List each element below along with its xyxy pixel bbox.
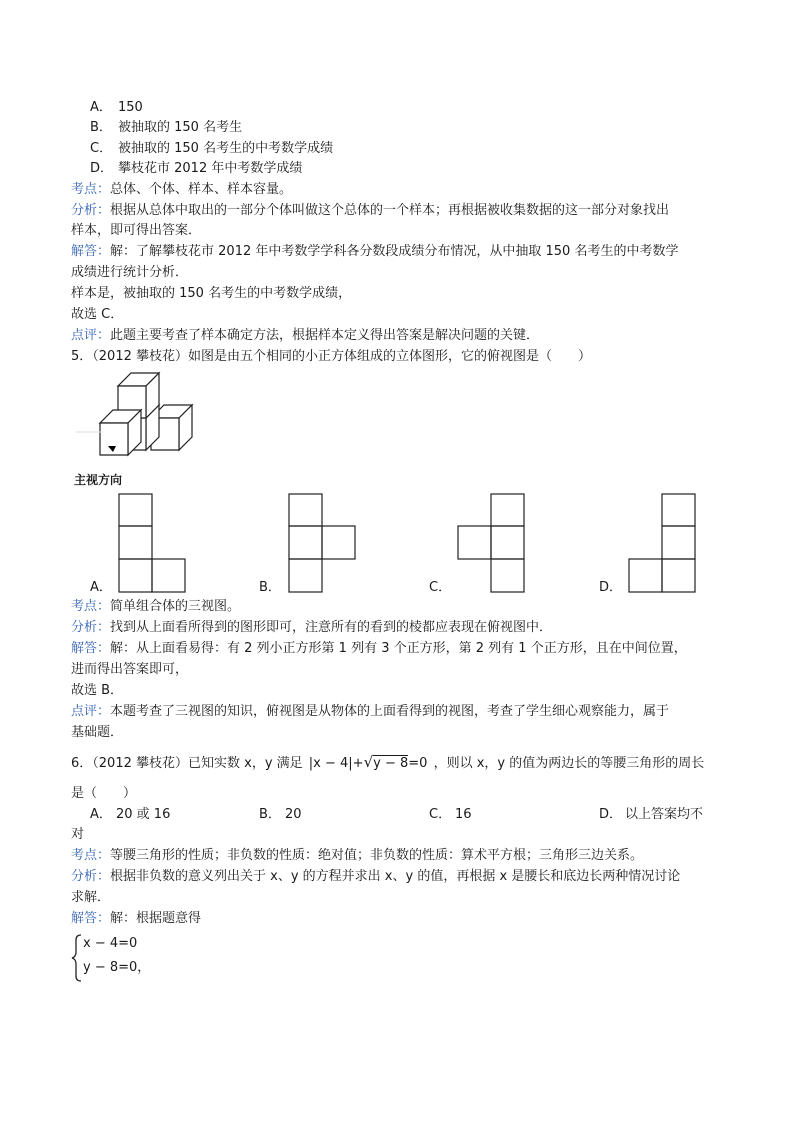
q4-option-c: C． 被抽取的 150 名考生的中考数学成绩 [90, 141, 334, 156]
q6-option-d-wrap: 对 [71, 827, 85, 842]
q5-option-b-letter: B． [259, 580, 281, 595]
q6-option-b: B． 20 [259, 807, 302, 822]
q4-option-b: B． 被抽取的 150 名考生 [90, 120, 243, 135]
q5-option-a-letter: A． [90, 580, 112, 595]
left-brace-icon [71, 934, 83, 982]
q5-kaodian: 考点：简单组合体的三视图。 [71, 599, 241, 614]
option-c-figure [457, 493, 525, 593]
q6-option-c: C． 16 [429, 807, 472, 822]
q6-fenxi: 分析：根据非负数的意义列出关于 x、y 的方程并求出 x、y 的值，再根据 x 是腰长和底边长两种情况讨论 [71, 869, 681, 884]
q5-stem: 5．（2012 攀枝花）如图是由五个相同的小正方体组成的立体图形，它的俯视图是（ ） [71, 349, 591, 364]
q4-jieda-4: 故选 C． [71, 307, 124, 322]
q4-option-a: A． 150 [90, 100, 143, 115]
q6-kaodian: 考点：等腰三角形的性质；非负数的性质：绝对值；非负数的性质：算术平方根；三角形三边关系。 [71, 848, 644, 863]
q4-kaodian: 考点：总体、个体、样本、样本容量。 [71, 182, 293, 197]
q6-fenxi-2: 求解． [71, 890, 111, 905]
cube-stack-figure [72, 370, 202, 470]
system-eq-2: y − 8=0， [83, 960, 151, 975]
q4-jieda: 解答：解：了解攀枝花市 2012 年中考数学学科各分数段成绩分布情况，从中抽取 150 名考生的中考数学 [71, 244, 679, 259]
q5-fenxi: 分析：找到从上面看所得到的图形即可，注意所有的看到的棱都应表现在俯视图中． [71, 620, 553, 635]
q6-stem: 6．（2012 攀枝花）已知实数 x，y 满足 |x − 4|+√y − 8=0 ，则以 x，y 的值为两边长的等腰三角形的周长 [71, 752, 704, 774]
q6-stem-2: 是（ ） [71, 786, 137, 801]
q4-option-d: D． 攀枝花市 2012 年中考数学成绩 [90, 161, 303, 176]
q5-jieda: 解答：解：从上面看易得：有 2 列小正方形第 1 列有 3 个正方形，第 2 列有 1 个正方形，且在中间位置， [71, 641, 687, 656]
q6-option-d: D． 以上答案均不 [599, 807, 704, 822]
system-eq-1: x − 4=0 [83, 936, 138, 951]
option-a-figure [118, 493, 186, 593]
view-direction-label: 主视方向 [74, 473, 123, 487]
q5-jieda-3: 故选 B． [71, 683, 124, 698]
option-b-figure [288, 493, 356, 593]
q6-jieda: 解答：解：根据题意得 [71, 911, 202, 926]
q5-jieda-2: 进而得出答案即可， [71, 662, 189, 677]
q5-dianping-2: 基础题． [71, 725, 124, 740]
q6-option-a: A． 20 或 16 [90, 807, 171, 822]
q5-dianping: 点评：本题考查了三视图的知识，俯视图是从物体的上面看得到的视图，考查了学生细心观察能力，属于 [71, 704, 670, 719]
q6-formula: |x − 4|+√y − 8=0 [308, 753, 428, 771]
q5-option-d-letter: D． [599, 580, 623, 595]
q4-fenxi: 分析：根据从总体中取出的一部分个体叫做这个总体的一个样本；再根据被收集数据的这一部分对象找出 [71, 203, 670, 218]
q5-option-c-letter: C． [429, 580, 452, 595]
q4-jieda-3: 样本是，被抽取的 150 名考生的中考数学成绩， [71, 286, 352, 301]
q4-fenxi-cont: 样本，即可得出答案． [71, 223, 202, 238]
q4-dianping: 点评：此题主要考查了样本确定方法，根据样本定义得出答案是解决问题的关键． [71, 328, 540, 343]
sqrt-sign-icon: √ [363, 753, 374, 771]
option-d-figure [628, 493, 696, 593]
q4-jieda-2: 成绩进行统计分析． [71, 265, 189, 280]
